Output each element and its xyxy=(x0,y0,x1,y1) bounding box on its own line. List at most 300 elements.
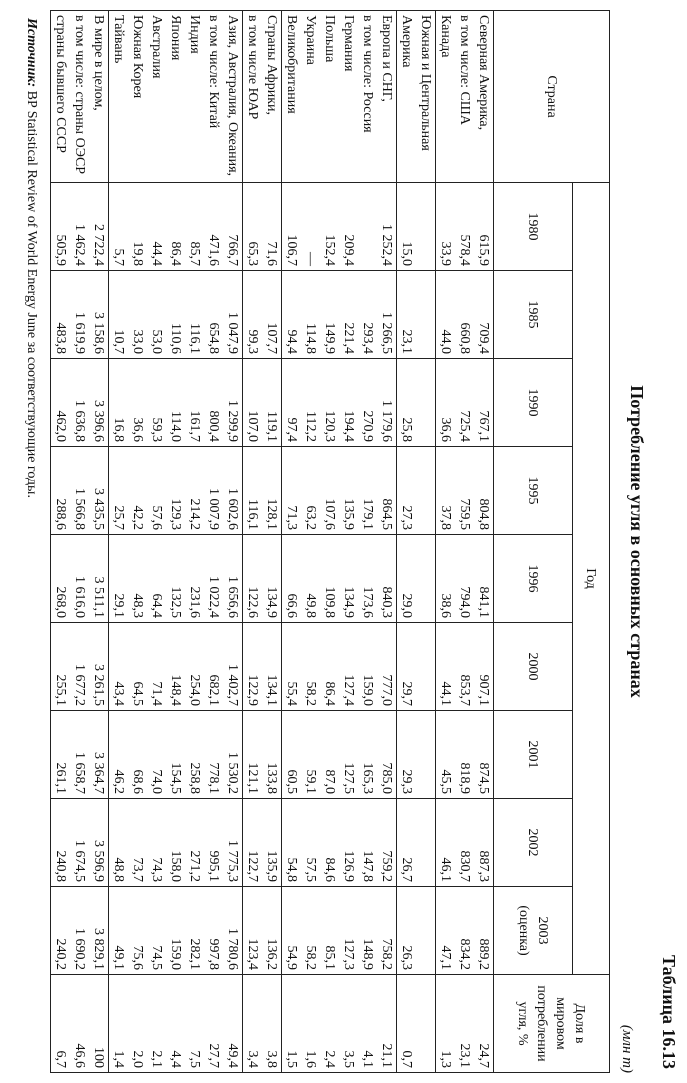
value: 293,4 xyxy=(360,322,375,354)
value xyxy=(416,979,435,1068)
value-cell xyxy=(51,271,109,359)
value: 471,6 xyxy=(206,234,221,266)
value: 3 158,6 xyxy=(91,312,106,354)
value: 86,4 xyxy=(322,681,337,706)
value: 122,7 xyxy=(245,850,260,882)
header-year-group: Год xyxy=(573,183,610,975)
source-note xyxy=(23,18,39,498)
value: 97,4 xyxy=(284,417,299,442)
value-cell xyxy=(51,183,109,271)
value: 3 435,5 xyxy=(91,488,106,530)
value: 107,6 xyxy=(322,498,337,530)
value: 46,2 xyxy=(111,769,126,794)
value-cell xyxy=(282,799,397,887)
country-name: Южная Корея xyxy=(130,15,145,99)
value: 179,1 xyxy=(360,498,375,530)
value: 830,7 xyxy=(457,850,472,882)
value: 33,0 xyxy=(130,329,145,354)
value-cell xyxy=(397,183,436,271)
value: 128,1 xyxy=(264,498,279,530)
value: 268,0 xyxy=(53,586,68,618)
value-cell xyxy=(436,711,494,799)
value: 135,9 xyxy=(341,498,356,530)
value: 258,8 xyxy=(187,762,202,794)
value: 126,9 xyxy=(341,850,356,882)
value: 46,6 xyxy=(72,1043,87,1068)
value-cell xyxy=(436,799,494,887)
value: 1 179,6 xyxy=(379,400,394,442)
value-cell xyxy=(436,535,494,623)
value: 49,4 xyxy=(225,1043,240,1068)
value: 3,8 xyxy=(264,1050,279,1068)
country-name: страны бывшего СССР xyxy=(53,15,68,153)
value: 57,5 xyxy=(303,857,318,882)
value: 65,3 xyxy=(245,241,260,266)
value: 66,6 xyxy=(284,593,299,618)
value: 1 616,0 xyxy=(72,576,87,618)
value-cell xyxy=(109,799,243,887)
header-year: 2001 xyxy=(494,711,573,799)
value-cell xyxy=(397,447,436,535)
value-cell xyxy=(397,623,436,711)
value: 864,5 xyxy=(379,498,394,530)
value: 84,6 xyxy=(322,857,337,882)
country-name: Америка xyxy=(399,15,414,68)
value: 47,1 xyxy=(438,945,453,970)
country-cell xyxy=(436,11,494,183)
value: 1 047,9 xyxy=(225,312,240,354)
value-cell xyxy=(282,183,397,271)
value: 94,4 xyxy=(284,329,299,354)
value-cell xyxy=(109,887,243,975)
value: 73,7 xyxy=(130,857,145,882)
value: 49,1 xyxy=(111,945,126,970)
value: 49,8 xyxy=(303,593,318,618)
value-cell xyxy=(397,799,436,887)
country-name: Страны Африки, xyxy=(264,15,279,115)
value: 53,0 xyxy=(149,329,164,354)
header-year: 2000 xyxy=(494,623,573,711)
value-cell xyxy=(436,183,494,271)
value: 106,7 xyxy=(284,234,299,266)
value: 1 602,6 xyxy=(225,488,240,530)
value: 1,5 xyxy=(284,1050,299,1068)
value: 36,6 xyxy=(130,417,145,442)
value: 86,4 xyxy=(168,241,183,266)
value: 255,1 xyxy=(53,674,68,706)
country-name: в том числе ЮАР xyxy=(245,15,260,120)
value: 58,2 xyxy=(303,945,318,970)
value: 133,8 xyxy=(264,762,279,794)
value: 10,7 xyxy=(111,329,126,354)
value: 109,8 xyxy=(322,586,337,618)
value: 57,6 xyxy=(149,505,164,530)
value: 6,7 xyxy=(53,1050,68,1068)
value: 778,1 xyxy=(206,762,221,794)
value-cell xyxy=(243,711,282,799)
value: 173,6 xyxy=(360,586,375,618)
value: 152,4 xyxy=(322,234,337,266)
value xyxy=(416,363,435,442)
value: 154,5 xyxy=(168,762,183,794)
header-year: 1996 xyxy=(494,535,573,623)
value: 709,4 xyxy=(476,322,491,354)
value: 107,0 xyxy=(245,410,260,442)
value-cell xyxy=(397,711,436,799)
value-cell xyxy=(243,183,282,271)
value: 148,9 xyxy=(360,938,375,970)
country-name: Азия, Австралия, Океания, xyxy=(225,15,240,177)
value: 29,0 xyxy=(399,593,414,618)
value-cell xyxy=(243,535,282,623)
value: 889,2 xyxy=(476,938,491,970)
value: 74,5 xyxy=(149,945,164,970)
value: 54,8 xyxy=(284,857,299,882)
value-cell xyxy=(109,623,243,711)
value xyxy=(416,715,435,794)
units-label: (млн т) xyxy=(619,1024,635,1073)
value-cell xyxy=(243,887,282,975)
value: 165,3 xyxy=(360,762,375,794)
value: 38,6 xyxy=(438,593,453,618)
value-cell xyxy=(109,535,243,623)
value: 127,3 xyxy=(341,938,356,970)
value: 99,3 xyxy=(245,329,260,354)
value: 74,3 xyxy=(149,857,164,882)
country-cell xyxy=(243,11,282,183)
country-name: в том числе: США xyxy=(457,15,472,126)
value: 288,6 xyxy=(53,498,68,530)
value: 1 780,6 xyxy=(225,928,240,970)
value: 7,5 xyxy=(187,1050,202,1068)
value: 1 266,5 xyxy=(379,312,394,354)
value: 483,8 xyxy=(53,322,68,354)
value: 1 252,4 xyxy=(379,224,394,266)
value: 0,7 xyxy=(399,1050,414,1068)
value-cell xyxy=(436,271,494,359)
value: 119,1 xyxy=(264,411,279,442)
value: 64,5 xyxy=(130,681,145,706)
value-cell xyxy=(397,359,436,447)
value-cell xyxy=(282,359,397,447)
header-share: Доля в мировом потреблении угля, % xyxy=(494,975,610,1073)
value xyxy=(358,187,377,266)
value: 134,1 xyxy=(264,674,279,706)
value: 254,0 xyxy=(187,674,202,706)
value-cell xyxy=(243,271,282,359)
value: 1 022,4 xyxy=(206,576,221,618)
value: 1 658,7 xyxy=(72,752,87,794)
value: 3 396,6 xyxy=(91,400,106,442)
value: 2,1 xyxy=(149,1050,164,1068)
header-year: 2002 xyxy=(494,799,573,887)
country-name: в том числе: Китай xyxy=(206,15,221,129)
value: 64,4 xyxy=(149,593,164,618)
value: 16,8 xyxy=(111,417,126,442)
value-cell xyxy=(397,535,436,623)
country-name: в том числе: страны ОЭСР xyxy=(72,15,87,175)
value: 841,1 xyxy=(476,586,491,618)
value: 654,8 xyxy=(206,322,221,354)
value: 59,3 xyxy=(149,417,164,442)
value xyxy=(416,275,435,354)
value: 834,2 xyxy=(457,938,472,970)
value: 766,7 xyxy=(225,234,240,266)
value-cell xyxy=(243,359,282,447)
value: 71,4 xyxy=(149,681,164,706)
value-cell xyxy=(109,359,243,447)
value: 58,2 xyxy=(303,681,318,706)
country-cell xyxy=(282,11,397,183)
value: 25,7 xyxy=(111,505,126,530)
value xyxy=(416,627,435,706)
value: 21,1 xyxy=(379,1043,394,1068)
table-title: Потребление угля в основных странах xyxy=(627,385,647,698)
value: 132,5 xyxy=(168,586,183,618)
value: 3 596,9 xyxy=(91,840,106,882)
value: 24,7 xyxy=(476,1043,491,1068)
value: 100 xyxy=(91,1047,106,1068)
value: 209,4 xyxy=(341,234,356,266)
header-year: 1990 xyxy=(494,359,573,447)
value: 725,4 xyxy=(457,410,472,442)
value: 87,0 xyxy=(322,769,337,794)
value-cell xyxy=(436,887,494,975)
value: 19,8 xyxy=(130,241,145,266)
value: 462,0 xyxy=(53,410,68,442)
value-cell xyxy=(436,623,494,711)
country-name: Австралия xyxy=(149,15,164,79)
value: 231,6 xyxy=(187,586,202,618)
value: 615,9 xyxy=(476,234,491,266)
value: 853,7 xyxy=(457,674,472,706)
value xyxy=(416,891,435,970)
value-cell xyxy=(282,887,397,975)
country-name: Канада xyxy=(438,15,453,58)
value: 63,2 xyxy=(303,505,318,530)
value: 3,4 xyxy=(245,1050,260,1068)
value: 995,1 xyxy=(206,850,221,882)
value-cell xyxy=(51,975,109,1073)
value: 159,0 xyxy=(168,938,183,970)
country-name: Индия xyxy=(187,15,202,54)
value xyxy=(416,451,435,530)
value: 794,0 xyxy=(457,586,472,618)
value: 2 722,4 xyxy=(91,224,106,266)
value: 221,4 xyxy=(341,322,356,354)
value: 759,2 xyxy=(379,850,394,882)
value: 29,1 xyxy=(111,593,126,618)
value-cell xyxy=(397,271,436,359)
value: 282,1 xyxy=(187,938,202,970)
value-cell xyxy=(436,359,494,447)
value: 46,1 xyxy=(438,857,453,882)
value: 1,3 xyxy=(438,1050,453,1068)
value: 43,4 xyxy=(111,681,126,706)
value-cell xyxy=(109,975,243,1073)
value: 25,8 xyxy=(399,417,414,442)
value: 1 007,9 xyxy=(206,488,221,530)
value: 1 462,4 xyxy=(72,224,87,266)
value: 55,4 xyxy=(284,681,299,706)
value xyxy=(416,187,435,266)
country-name: Япония xyxy=(168,15,183,61)
value: 818,9 xyxy=(457,762,472,794)
value: 107,7 xyxy=(264,322,279,354)
value-cell xyxy=(282,271,397,359)
value: 136,2 xyxy=(264,938,279,970)
value: 135,9 xyxy=(264,850,279,882)
value-cell xyxy=(51,623,109,711)
value: 759,5 xyxy=(457,498,472,530)
value: 110,6 xyxy=(168,323,183,354)
value: 68,6 xyxy=(130,769,145,794)
value-cell xyxy=(282,447,397,535)
value: 2,4 xyxy=(322,1050,337,1068)
country-name: Украина xyxy=(303,15,318,65)
value: 804,8 xyxy=(476,498,491,530)
value: 1 656,6 xyxy=(225,576,240,618)
value-cell xyxy=(282,711,397,799)
value-cell xyxy=(282,623,397,711)
value: 1 775,3 xyxy=(225,840,240,882)
value: 37,8 xyxy=(438,505,453,530)
value: 159,0 xyxy=(360,674,375,706)
value: 48,8 xyxy=(111,857,126,882)
value: 874,5 xyxy=(476,762,491,794)
value: 1 566,8 xyxy=(72,488,87,530)
value: 27,7 xyxy=(206,1043,221,1068)
value: 1 530,2 xyxy=(225,752,240,794)
value-cell xyxy=(109,271,243,359)
table-body xyxy=(51,11,494,1073)
value-cell xyxy=(243,447,282,535)
value: 660,8 xyxy=(457,322,472,354)
value: 71,3 xyxy=(284,505,299,530)
value: 23,1 xyxy=(457,1043,472,1068)
value: 27,3 xyxy=(399,505,414,530)
value: 767,1 xyxy=(476,410,491,442)
header-year: 2003 (оценка) xyxy=(494,887,573,975)
value: 270,9 xyxy=(360,410,375,442)
value: 121,1 xyxy=(245,762,260,794)
value: 134,9 xyxy=(264,586,279,618)
value: 785,0 xyxy=(379,762,394,794)
country-name: Тайвань xyxy=(111,15,126,64)
value-cell xyxy=(51,887,109,975)
country-name: в том числе: Россия xyxy=(360,15,375,133)
country-name: В мире в целом, xyxy=(91,15,106,111)
value: 74,0 xyxy=(149,769,164,794)
value: 1,4 xyxy=(111,1050,126,1068)
value-cell xyxy=(397,975,436,1073)
value: 127,4 xyxy=(341,674,356,706)
value: 42,2 xyxy=(130,505,145,530)
value: 54,9 xyxy=(284,945,299,970)
value: 148,4 xyxy=(168,674,183,706)
value: 3 511,1 xyxy=(91,576,106,618)
value-cell xyxy=(51,447,109,535)
value: 1 619,9 xyxy=(72,312,87,354)
value: 33,9 xyxy=(438,241,453,266)
value: 129,3 xyxy=(168,498,183,530)
value: 261,1 xyxy=(53,762,68,794)
table-row xyxy=(243,11,282,1073)
value: 2,0 xyxy=(130,1050,145,1068)
value: 44,0 xyxy=(438,329,453,354)
value: 682,1 xyxy=(206,674,221,706)
value: 5,7 xyxy=(111,248,126,266)
value: 997,8 xyxy=(206,938,221,970)
header-year: 1995 xyxy=(494,447,573,535)
value: 1 299,9 xyxy=(225,400,240,442)
value: 134,9 xyxy=(341,586,356,618)
value: 71,6 xyxy=(264,241,279,266)
value-cell xyxy=(109,447,243,535)
value: 1 690,2 xyxy=(72,928,87,970)
data-table-wrapper xyxy=(50,10,610,1073)
value: — xyxy=(303,252,318,266)
country-name: Польша xyxy=(322,15,337,63)
table-row xyxy=(436,11,494,1073)
value: 44,1 xyxy=(438,681,453,706)
value: 36,6 xyxy=(438,417,453,442)
value: 75,6 xyxy=(130,945,145,970)
value: 122,9 xyxy=(245,674,260,706)
value-cell xyxy=(436,447,494,535)
value xyxy=(416,539,435,618)
country-name: Южная и Центральная xyxy=(418,15,433,151)
header-year: 1980 xyxy=(494,183,573,271)
value-cell xyxy=(109,711,243,799)
value: 240,2 xyxy=(53,938,68,970)
value: 3 261,5 xyxy=(91,664,106,706)
value-cell xyxy=(243,799,282,887)
value: 4,4 xyxy=(168,1050,183,1068)
value: 112,2 xyxy=(303,411,318,442)
value: 194,4 xyxy=(341,410,356,442)
value-cell xyxy=(397,887,436,975)
value: 26,7 xyxy=(399,857,414,882)
value: 15,0 xyxy=(399,241,414,266)
value: 116,1 xyxy=(187,323,202,354)
value: 59,1 xyxy=(303,769,318,794)
table-row xyxy=(282,11,397,1073)
value: 116,1 xyxy=(245,499,260,530)
value: 26,3 xyxy=(399,945,414,970)
value: 122,6 xyxy=(245,586,260,618)
value: 114,8 xyxy=(303,323,318,354)
value: 85,1 xyxy=(322,945,337,970)
value: 887,3 xyxy=(476,850,491,882)
table-row xyxy=(397,11,436,1073)
country-cell xyxy=(397,11,436,183)
value-cell xyxy=(282,975,397,1073)
value: 800,4 xyxy=(206,410,221,442)
value: 60,5 xyxy=(284,769,299,794)
value: 1,6 xyxy=(303,1050,318,1068)
value: 3,5 xyxy=(341,1050,356,1068)
table-number: Таблица 16.13 xyxy=(659,955,679,1069)
value: 45,5 xyxy=(438,769,453,794)
value: 578,4 xyxy=(457,234,472,266)
value: 29,7 xyxy=(399,681,414,706)
value-cell xyxy=(51,359,109,447)
value: 840,3 xyxy=(379,586,394,618)
value: 3 364,7 xyxy=(91,752,106,794)
value: 758,2 xyxy=(379,938,394,970)
value: 23,1 xyxy=(399,329,414,354)
